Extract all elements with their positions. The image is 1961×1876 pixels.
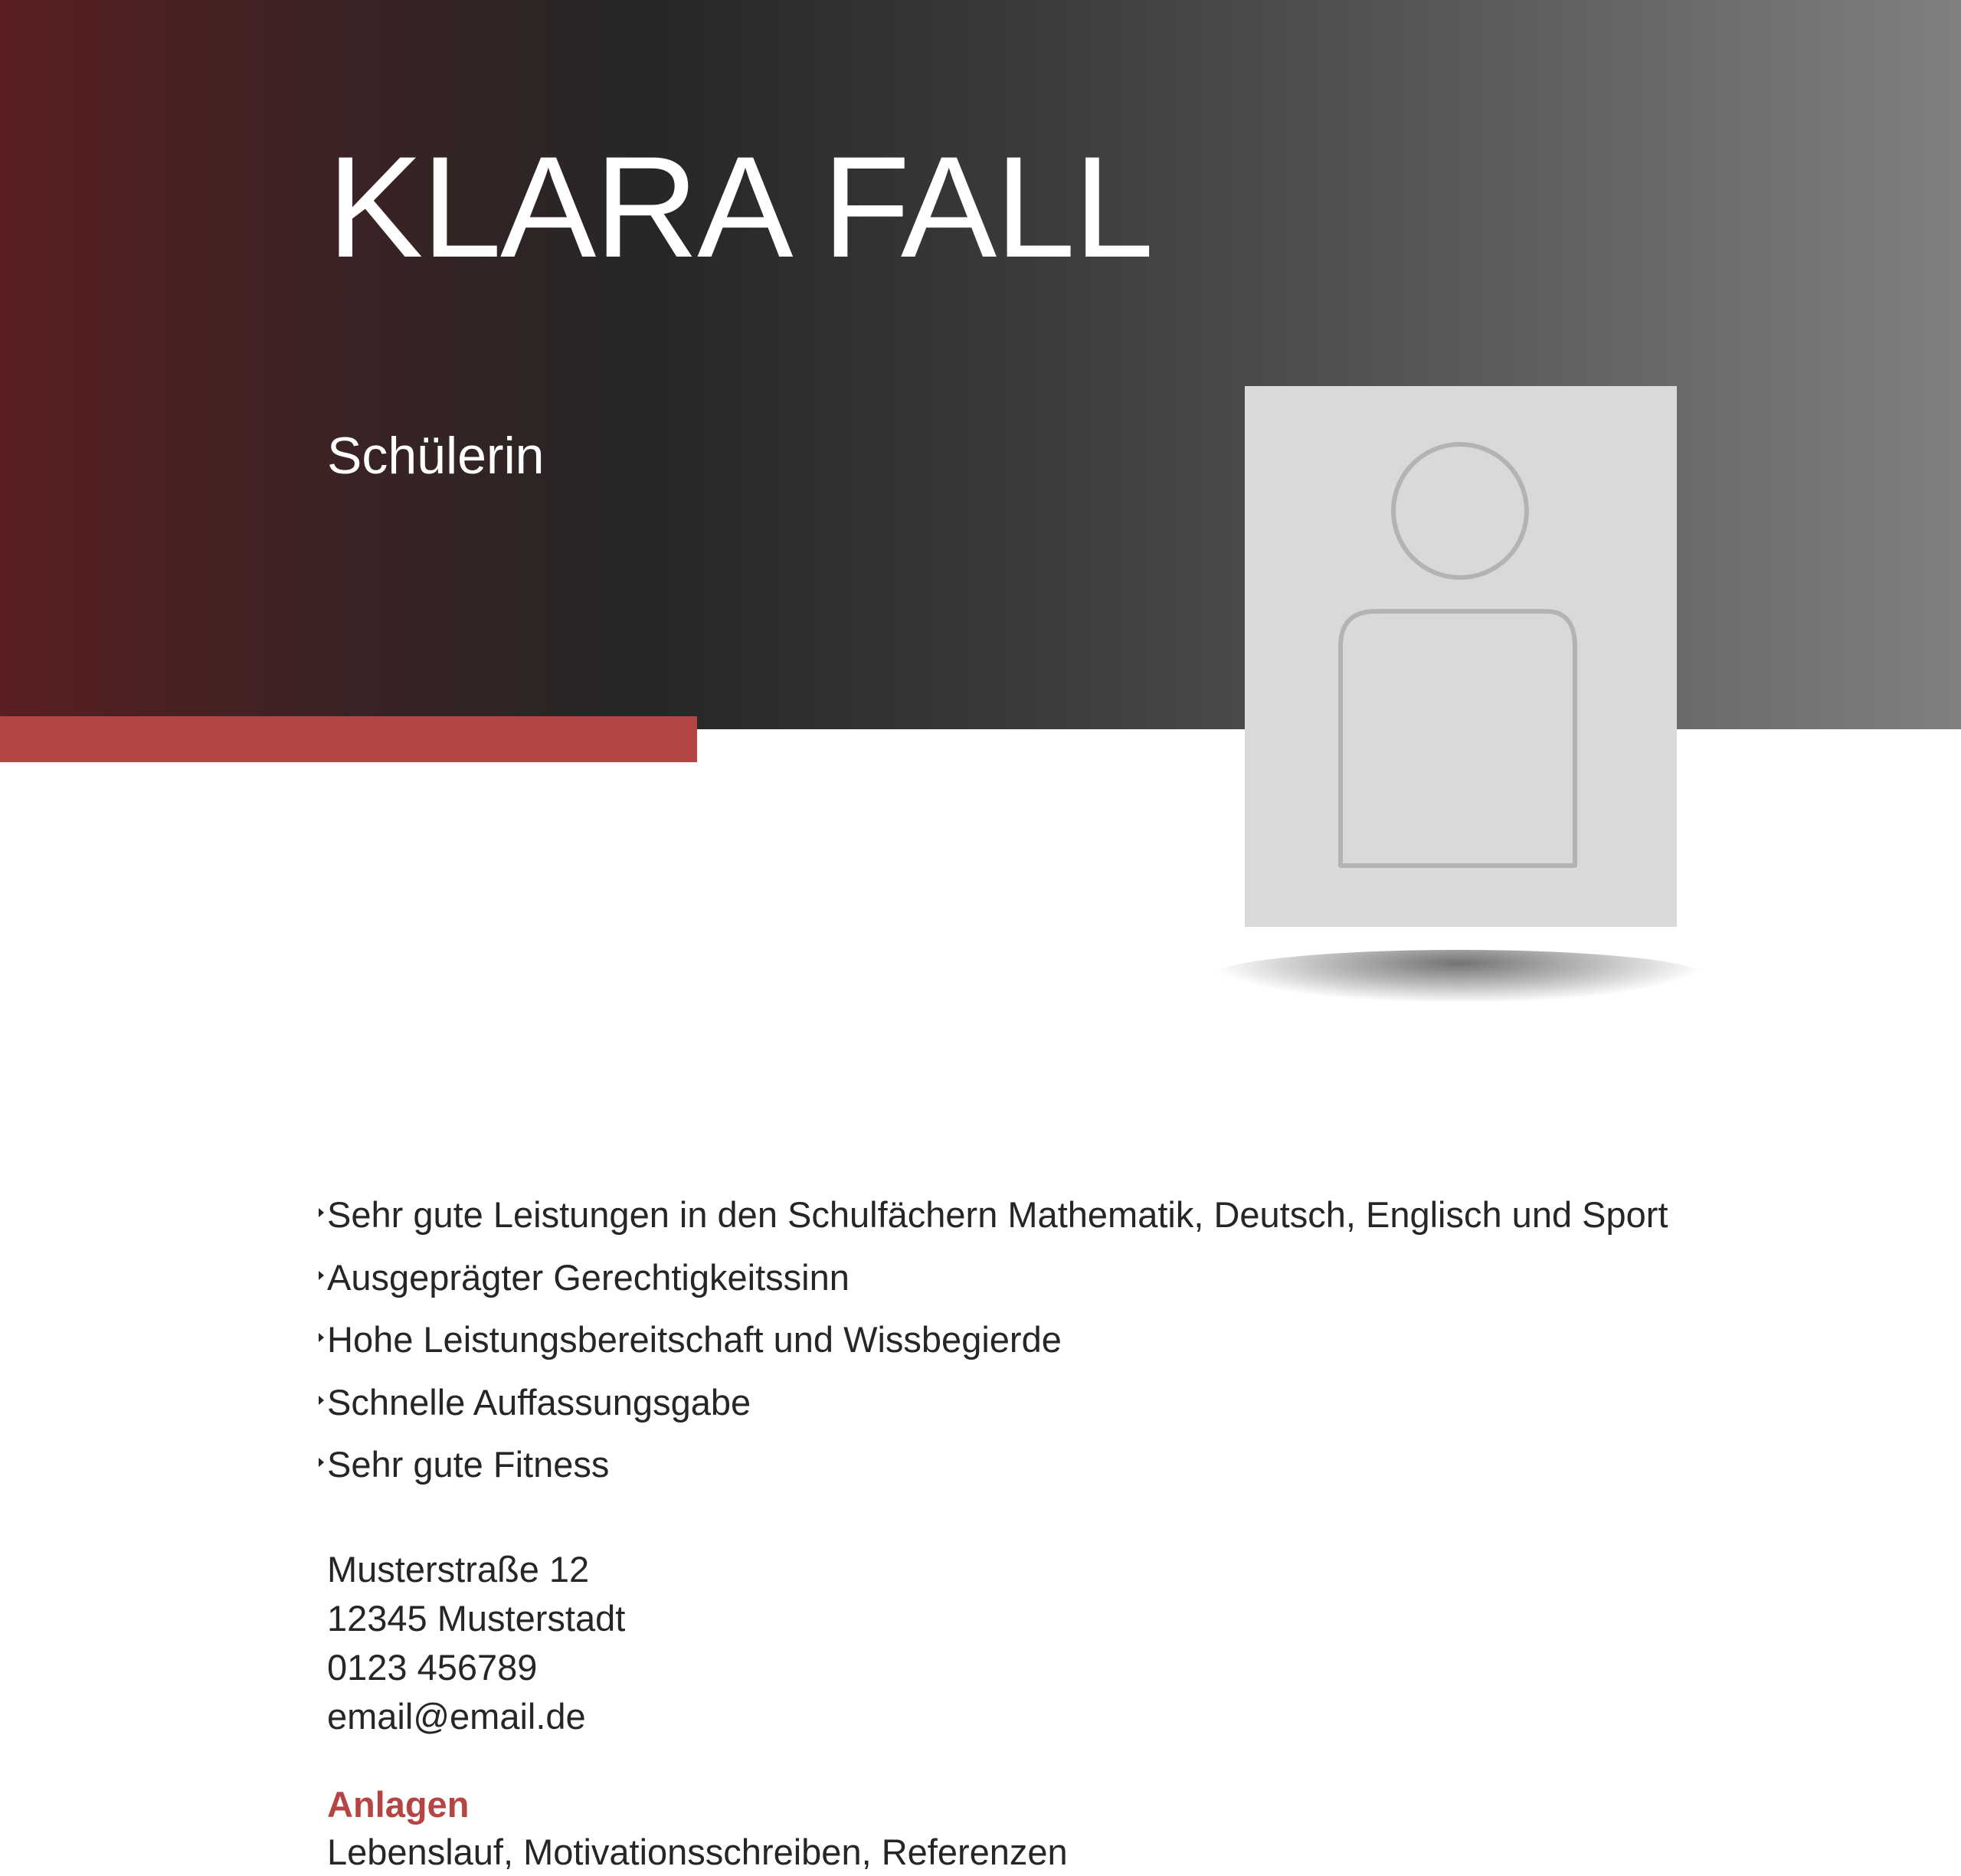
contact-phone: 0123 456789 [327, 1647, 538, 1688]
accent-bar [0, 716, 697, 762]
list-item: Sehr gute Leistungen in den Schulfächern Mathematik, Deutsch, Englisch und Sport [314, 1184, 1846, 1246]
contact-block [327, 1545, 625, 1741]
bullet-arrow-icon [319, 1458, 324, 1467]
bullet-arrow-icon [319, 1271, 324, 1280]
bullet-arrow-icon [319, 1333, 324, 1342]
list-item: Hohe Leistungsbereitschaft und Wissbegierde [314, 1308, 1846, 1371]
contact-street: Musterstraße 12 [327, 1549, 590, 1590]
bullet-arrow-icon [319, 1208, 324, 1217]
photo-placeholder [1245, 386, 1677, 927]
person-placeholder-icon [1245, 386, 1677, 927]
contact-email: email@email.de [327, 1696, 586, 1737]
list-item: Schnelle Auffassungsgabe [314, 1371, 1846, 1434]
attachments-list: Lebenslauf, Motivationsschreiben, Referenzen [327, 1832, 1068, 1872]
bullet-arrow-icon [319, 1396, 324, 1405]
applicant-role: Schülerin [327, 427, 545, 485]
applicant-name: KLARA FALL [327, 126, 1153, 287]
strengths-list [314, 1184, 1846, 1496]
list-item: Sehr gute Fitness [314, 1433, 1846, 1496]
list-item: Ausgeprägter Gerechtigkeitssinn [314, 1246, 1846, 1309]
contact-city: 12345 Musterstadt [327, 1598, 626, 1639]
photo-shadow [1210, 950, 1708, 1003]
attachments-heading: Anlagen [327, 1784, 470, 1825]
